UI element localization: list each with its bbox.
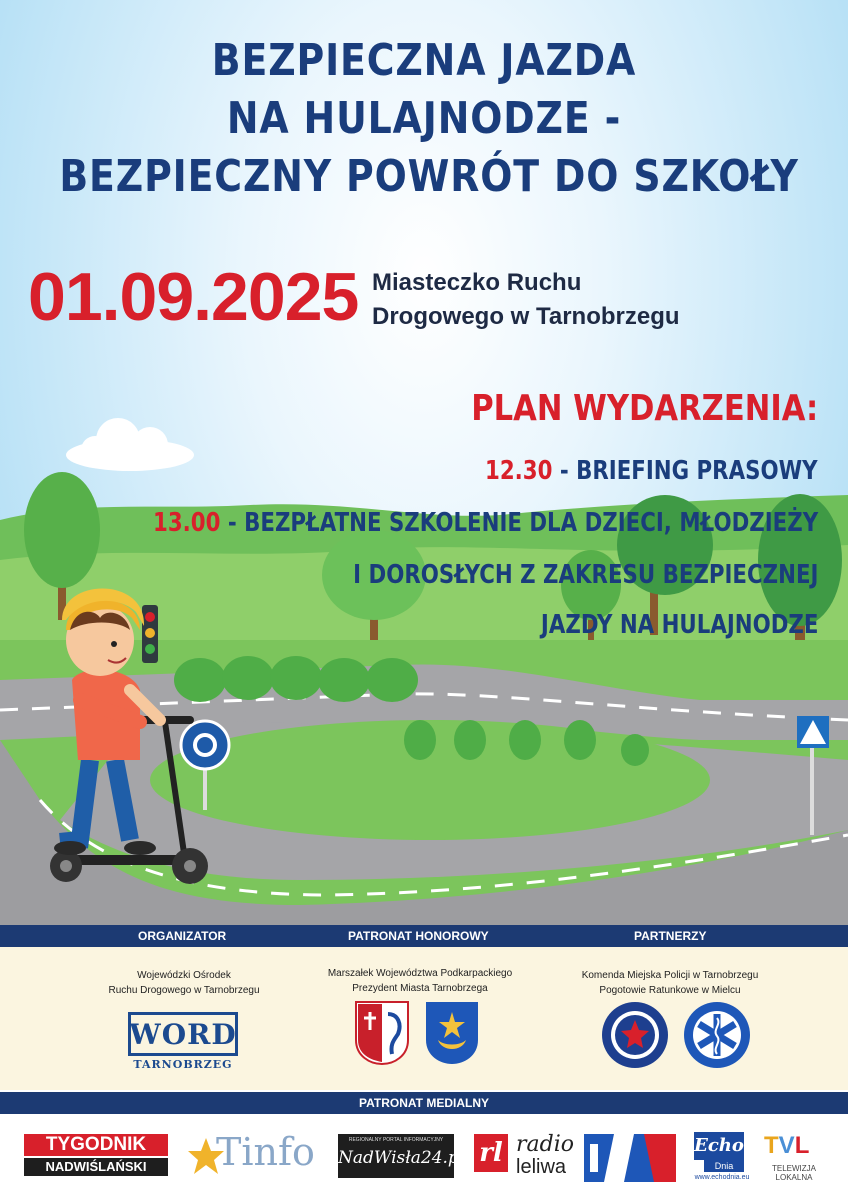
echo-dnia-mid: Dnia <box>704 1160 744 1172</box>
plan-text: - BEZPŁATNE SZKOLENIE DLA DZIECI, MŁODZIEŻY <box>220 508 818 538</box>
nadwisla-logo-text: NadWisła24.pl <box>338 1148 465 1168</box>
partners-line: Komenda Miejska Policji w Tarnobrzegu <box>581 970 759 981</box>
tvl-letter: T <box>764 1132 779 1159</box>
poster-title <box>59 32 799 206</box>
plan-time: 13.00 <box>152 508 221 538</box>
media-header-bar: PATRONAT MEDIALNY <box>0 1092 848 1114</box>
sponsor-header-bar <box>0 925 848 947</box>
nadwisla-logo <box>338 1134 465 1178</box>
honorary-names <box>310 966 530 996</box>
tvl-logo-letters <box>764 1132 809 1160</box>
tinfo-logo <box>186 1128 326 1184</box>
tvl-letter: V <box>778 1132 795 1159</box>
radio-leliwa-top: radio <box>516 1132 574 1157</box>
echo-dnia-top: Echo <box>694 1132 744 1160</box>
cloud-icon <box>66 418 194 471</box>
tygodnik-logo <box>24 1128 168 1184</box>
venue-line: Miasteczko Ruchu <box>372 269 582 296</box>
honorary-line: Prezydent Miasta Tarnobrzega <box>352 983 488 994</box>
tygodnik-logo-top: TYGODNIK <box>24 1134 168 1156</box>
police-badge-icon <box>600 1000 670 1070</box>
tinfo-logo-text: Tinfo <box>216 1130 315 1174</box>
organizer-header: ORGANIZATOR <box>138 929 227 943</box>
honorary-header: PATRONAT HONOROWY <box>348 929 489 943</box>
plan-item <box>540 610 818 640</box>
title-line: BEZPIECZNA JAZDA <box>211 35 637 86</box>
plan-text: I DOROSŁYCH Z ZAKRESU BEZPIECZNEJ <box>352 560 818 590</box>
plan-text: JAZDY NA HULAJNODZE <box>540 610 818 640</box>
plan-item <box>353 560 818 590</box>
radio-leliwa-logo <box>474 1128 574 1184</box>
word-logo-sub: TARNOBRZEG <box>133 1058 233 1071</box>
tv-wisla-logo <box>584 1134 676 1182</box>
echo-dnia-url: www.echodnia.eu <box>694 1174 750 1181</box>
echo-dnia-logo <box>692 1128 752 1184</box>
tvl-subtitle-line: TELEWIZJA <box>771 1164 816 1173</box>
plan-text: - BRIEFING PRASOWY <box>552 456 818 486</box>
event-venue <box>372 266 680 334</box>
radio-leliwa-mark: rl <box>474 1134 508 1172</box>
plan-item <box>153 508 818 538</box>
partners-line: Pogotowie Ratunkowe w Mielcu <box>599 985 741 996</box>
partners-header: PARTNERZY <box>634 929 707 943</box>
tygodnik-logo-bottom: NADWIŚLAŃSKI <box>24 1158 168 1176</box>
tvl-subtitle <box>762 1164 826 1182</box>
plan-title: PLAN WYDARZENIA: <box>471 388 818 429</box>
tvl-subtitle-line: LOKALNA <box>775 1173 813 1182</box>
traffic-light-icon <box>142 605 158 663</box>
plan-item <box>485 456 818 486</box>
partners-names <box>570 968 770 998</box>
venue-line: Drogowego w Tarnobrzegu <box>372 303 680 330</box>
word-logo <box>128 1012 238 1072</box>
tarnobrzeg-coat-of-arms-icon <box>424 1000 480 1066</box>
radio-leliwa-bottom: leliwa <box>516 1156 567 1178</box>
organizer-line: Wojewódzki Ośrodek <box>137 970 231 981</box>
tvl-logo <box>762 1128 826 1184</box>
organizer-name <box>84 968 284 998</box>
plan-time: 12.30 <box>485 456 553 486</box>
word-logo-text: WORD <box>129 1018 237 1051</box>
ambulance-service-badge-icon <box>682 1000 752 1070</box>
event-date: 01.09.2025 <box>28 259 359 335</box>
title-line: NA HULAJNODZE - <box>226 93 622 144</box>
honorary-line: Marszałek Województwa Podkarpackiego <box>327 968 513 979</box>
tvl-letter: L <box>794 1132 810 1159</box>
podkarpackie-coat-of-arms-icon <box>354 1000 410 1066</box>
organizer-line: Ruchu Drogowego w Tarnobrzegu <box>108 985 260 996</box>
nadwisla-tagline: REGIONALNY PORTAL INFORMACYJNY <box>348 1137 444 1143</box>
title-line: BEZPIECZNY POWRÓT DO SZKOŁY <box>59 151 799 202</box>
